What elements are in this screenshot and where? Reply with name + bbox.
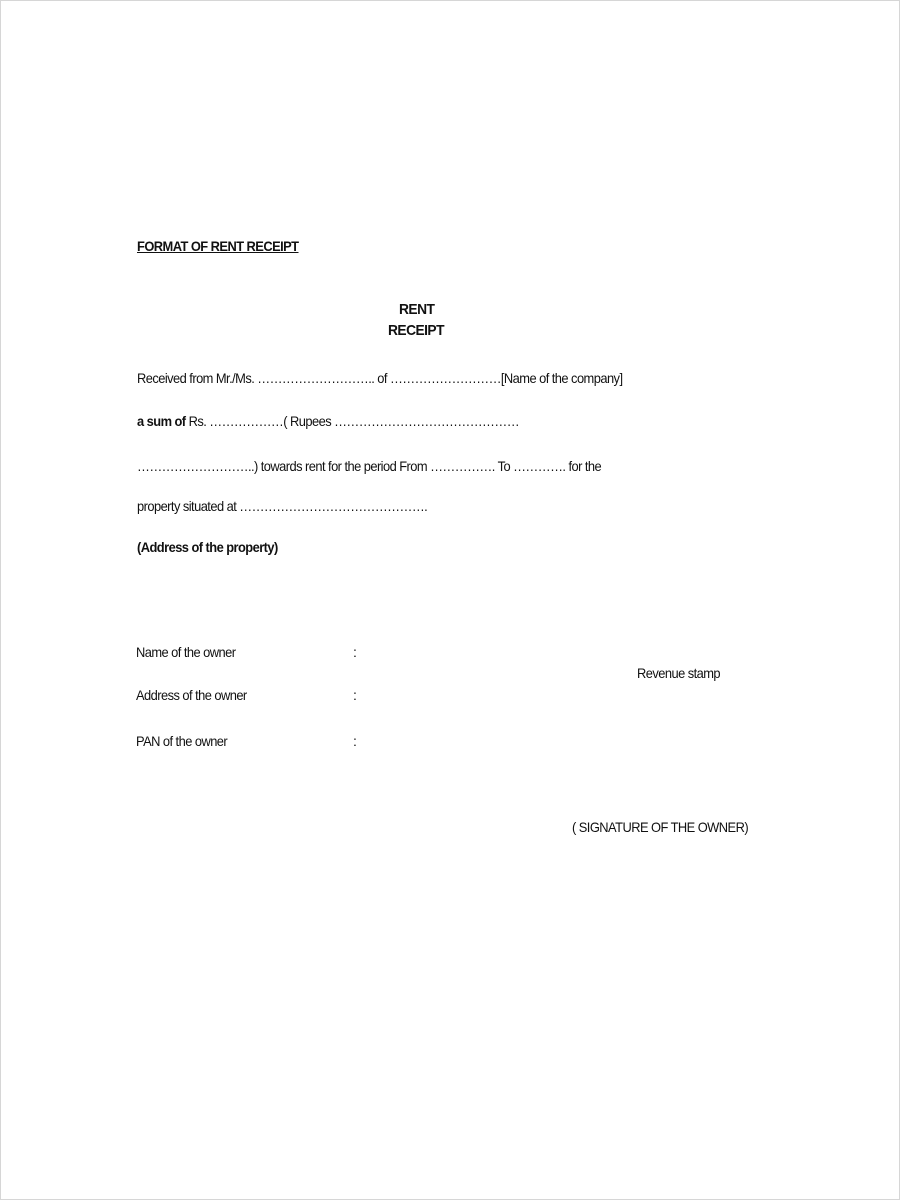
document-heading: FORMAT OF RENT RECEIPT (137, 238, 299, 254)
owner-name-label: Name of the owner (136, 644, 236, 660)
rent-period-line: ………………………..) towards rent for the period From ……………. To …………. for the (137, 458, 602, 474)
owner-name-separator: : (353, 644, 357, 660)
owner-address-label: Address of the owner (136, 687, 247, 703)
received-from-line: Received from Mr./Ms. ……………………….. of ………………………[Name of the company] (137, 370, 623, 386)
owner-pan-label: PAN of the owner (136, 733, 228, 749)
owner-signature-label: ( SIGNATURE OF THE OWNER) (572, 819, 749, 835)
title-receipt: RECEIPT (388, 322, 444, 339)
owner-address-separator: : (353, 687, 357, 703)
revenue-stamp-label: Revenue stamp (637, 665, 721, 681)
sum-line (137, 413, 519, 429)
sum-label: a sum of (137, 413, 186, 429)
sum-rest: Rs. ………………( Rupees ……………………………………… (185, 413, 520, 429)
property-line: property situated at ………………………………………. (137, 498, 428, 514)
property-address-note: (Address of the property) (137, 539, 278, 555)
title-rent: RENT (399, 301, 435, 318)
owner-pan-separator: : (353, 733, 357, 749)
